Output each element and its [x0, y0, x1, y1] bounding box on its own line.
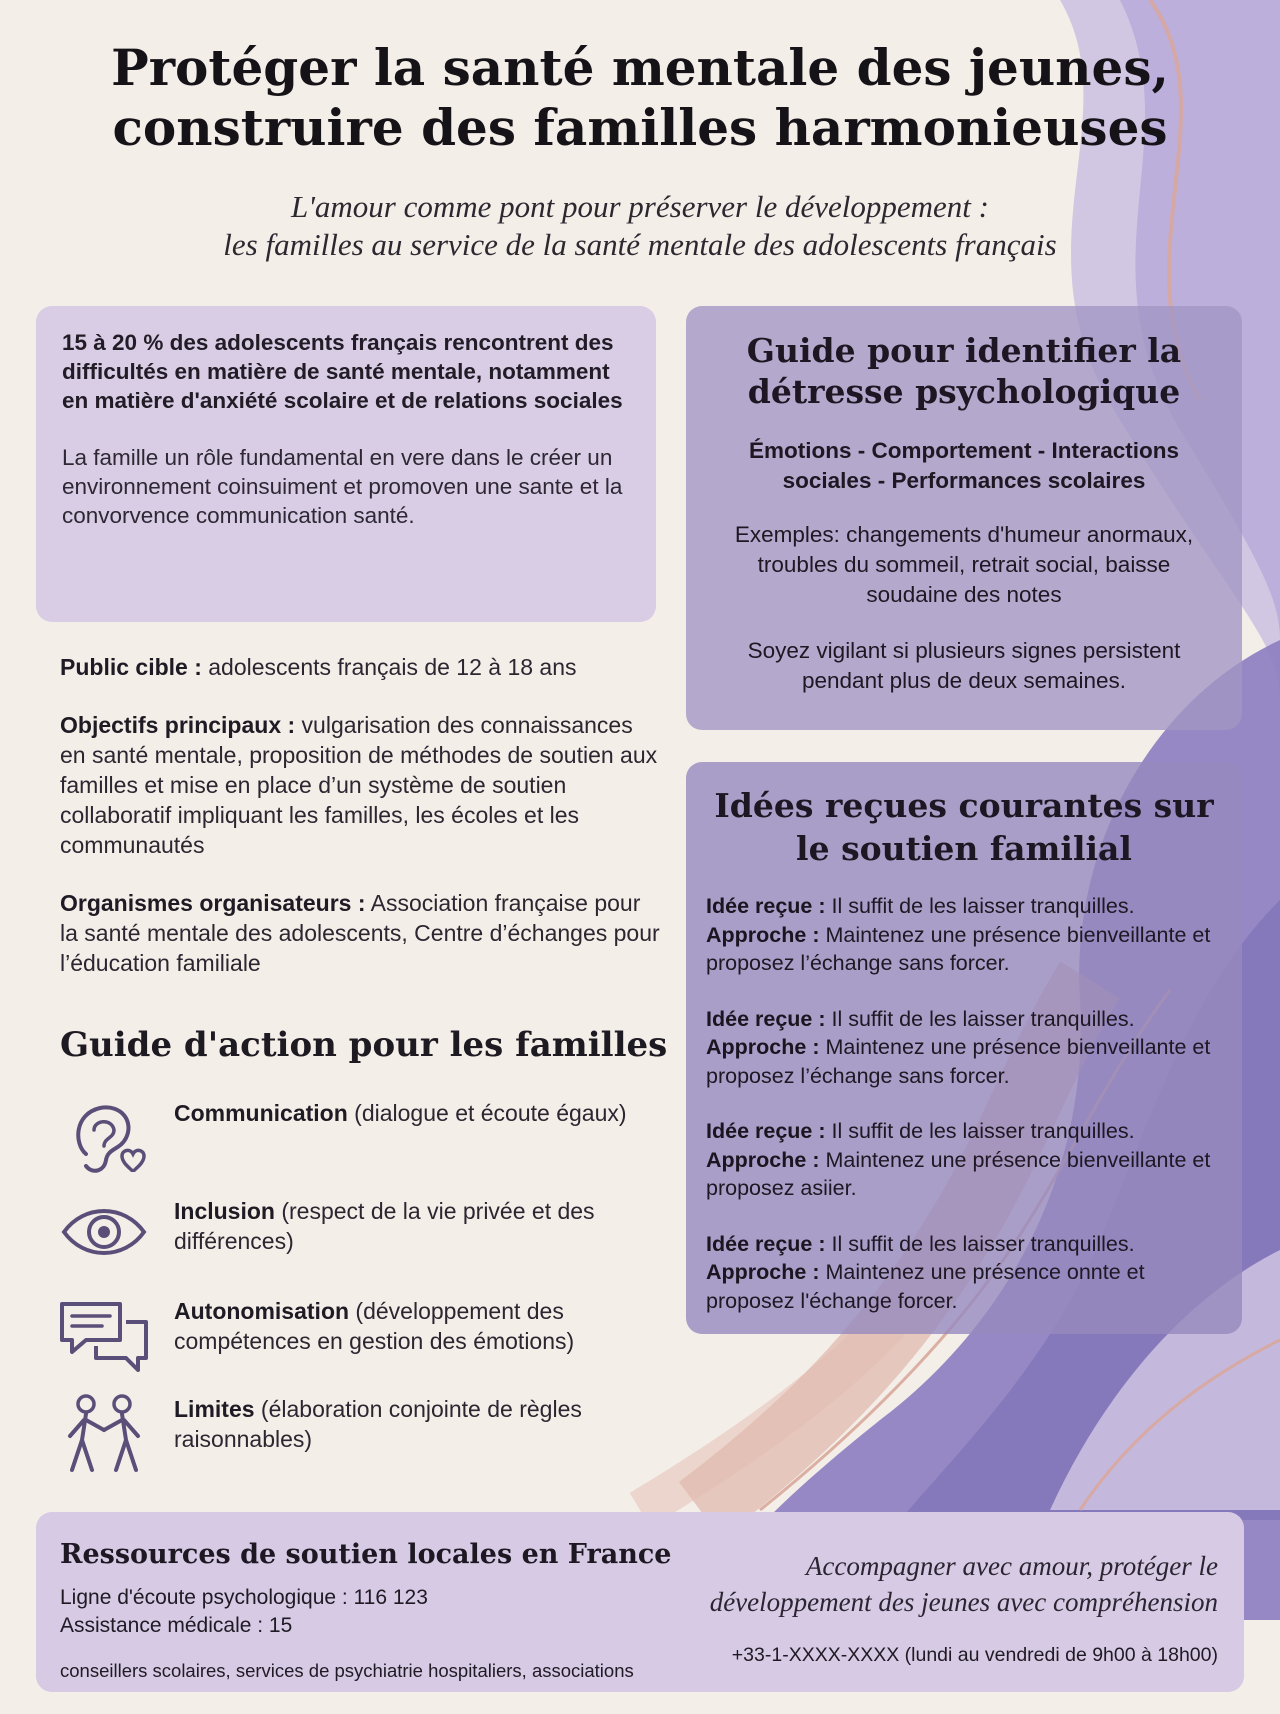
action-text-autonomisation — [174, 1296, 694, 1356]
approach-label: Approche : — [706, 1035, 820, 1059]
objectives-label: Objectifs principaux : — [60, 712, 296, 738]
myth-text: Il suffit de les laisser tranquilles. — [825, 1006, 1135, 1031]
organizers-label: Organismes organisateurs : — [60, 890, 366, 916]
approach-label: Approche : — [706, 922, 820, 947]
title-line-1: Protéger la santé mentale des jeunes, — [111, 38, 1169, 97]
medical-line: Assistance médicale : 15 — [60, 1614, 293, 1637]
action-label: Limites — [174, 1396, 255, 1422]
family-walking-icon — [56, 1390, 152, 1482]
target-audience — [60, 652, 660, 682]
resources-footer — [36, 1512, 1244, 1692]
action-text-inclusion — [174, 1196, 694, 1256]
target-label: Public cible : — [60, 654, 202, 680]
myths-title-line-1: Idées reçues courantes sur — [714, 786, 1214, 825]
action-desc: (respect de la vie privée et des différences) — [174, 1198, 595, 1254]
page-subtitle — [0, 188, 1280, 264]
myth-label: Idée reçue : — [706, 894, 826, 918]
approach-text: Maintenez une présence bienveillante et proposez l’échange sans forcer. — [706, 1035, 1211, 1088]
approach-text: Maintenez une présence bienveillante et proposez asiier. — [706, 1147, 1211, 1200]
distress-title-line-1: Guide pour identifier la — [746, 331, 1182, 370]
quote-line-2: développement des jeunes avec compréhension — [709, 1587, 1218, 1617]
myth-item — [706, 892, 1222, 978]
objectives — [60, 710, 660, 860]
myths-title-line-2: le soutien familial — [796, 829, 1132, 868]
approach-label: Approche : — [706, 1260, 820, 1284]
distress-guide-card — [686, 306, 1242, 730]
page-title — [0, 38, 1280, 158]
action-item-communication — [56, 1094, 656, 1186]
action-guide-title: Guide d'action pour les familles — [60, 1025, 668, 1065]
myth-text: Il suffit de les laisser tranquilles. — [825, 1119, 1135, 1143]
stats-card — [36, 306, 656, 622]
title-line-2: construire des familles harmonieuses — [112, 98, 1168, 157]
myth-item — [706, 1117, 1222, 1203]
myths-card — [686, 762, 1242, 1334]
target-value: adolescents français de 12 à 18 ans — [201, 654, 577, 680]
organizers-value: Association française pour la santé mentale des adolescents, Centre d’échanges pour l’éducation familiale — [60, 890, 660, 976]
organizers — [60, 888, 660, 978]
approach-label: Approche : — [706, 1147, 820, 1172]
action-desc: (développement des compétences en gestion des émotions) — [174, 1298, 575, 1354]
stats-body: La famille un rôle fundamental en vere dans le créer un environnement coinsuiment et promoven une sante et la convorvence communication santé. — [62, 445, 623, 528]
subtitle-line-2: les familles au service de la santé mentale des adolescents français — [223, 227, 1057, 262]
subtitle-line-1: L'amour comme pont pour préserver le développement : — [291, 189, 989, 224]
approach-text: Maintenez une présence bienveillante et proposez l’échange sans forcer. — [706, 922, 1211, 975]
myths-title — [706, 784, 1222, 870]
contact-phone: +33-1-XXXX-XXXX (lundi au vendredi de 9h00 à 18h00) — [731, 1644, 1218, 1666]
closing-quote — [658, 1548, 1218, 1620]
distress-guide-title — [710, 330, 1218, 412]
action-item-inclusion — [56, 1192, 656, 1284]
action-text-limites — [174, 1394, 694, 1454]
approach-text: Maintenez une présence onnte et proposez l'échange forcer. — [706, 1260, 1145, 1313]
distress-warning: Soyez vigilant si plusieurs signes persistent pendant plus de deux semaines. — [747, 638, 1181, 693]
myth-text: Il suffit de les laisser tranquilles. — [825, 1231, 1135, 1256]
stats-lead: 15 à 20 % des adolescents français rencontrent des difficultés en matière de santé mentale, notamment en matière d'anxiété scolaire et de relations sociales — [62, 330, 623, 413]
ear-heart-icon — [56, 1094, 152, 1186]
myth-label: Idée reçue : — [706, 1119, 826, 1143]
chat-bubbles-icon — [56, 1292, 152, 1384]
distress-title-line-2: détresse psychologique — [747, 372, 1181, 411]
objectives-value: vulgarisation des connaissances en santé mentale, proposition de méthodes de soutien aux familles et mise en place d’un système de soutien collaboratif impliquant les familles, les écoles et les communautés — [60, 712, 658, 858]
quote-line-1: Accompagner avec amour, protéger le — [805, 1551, 1218, 1581]
myth-text: Il suffit de les laisser tranquilles. — [825, 894, 1135, 918]
action-text-communication — [174, 1098, 694, 1128]
action-label: Communication — [174, 1100, 348, 1126]
other-resources: conseillers scolaires, services de psychiatrie hospitaliers, associations — [60, 1660, 634, 1681]
eye-icon — [56, 1192, 152, 1284]
program-info — [60, 652, 660, 1006]
myth-item — [706, 1005, 1222, 1091]
myth-label: Idée reçue : — [706, 1231, 826, 1256]
distress-categories: Émotions - Comportement - Interactions sociales - Performances scolaires — [748, 438, 1180, 493]
hotline-line: Ligne d'écoute psychologique : 116 123 — [60, 1586, 428, 1609]
action-item-limites — [56, 1390, 656, 1482]
action-item-autonomisation — [56, 1292, 656, 1384]
distress-examples: Exemples: changements d'humeur anormaux, troubles du sommeil, retrait social, baisse soudaine des notes — [734, 522, 1194, 607]
resources-title: Ressources de soutien locales en France — [60, 1539, 672, 1570]
action-desc: (dialogue et écoute égaux) — [347, 1100, 627, 1126]
myth-label: Idée reçue : — [706, 1006, 826, 1031]
action-label: Autonomisation — [174, 1298, 350, 1324]
myth-item — [706, 1230, 1222, 1316]
action-label: Inclusion — [174, 1198, 275, 1224]
action-desc: (élaboration conjointe de règles raisonnables) — [174, 1396, 582, 1452]
